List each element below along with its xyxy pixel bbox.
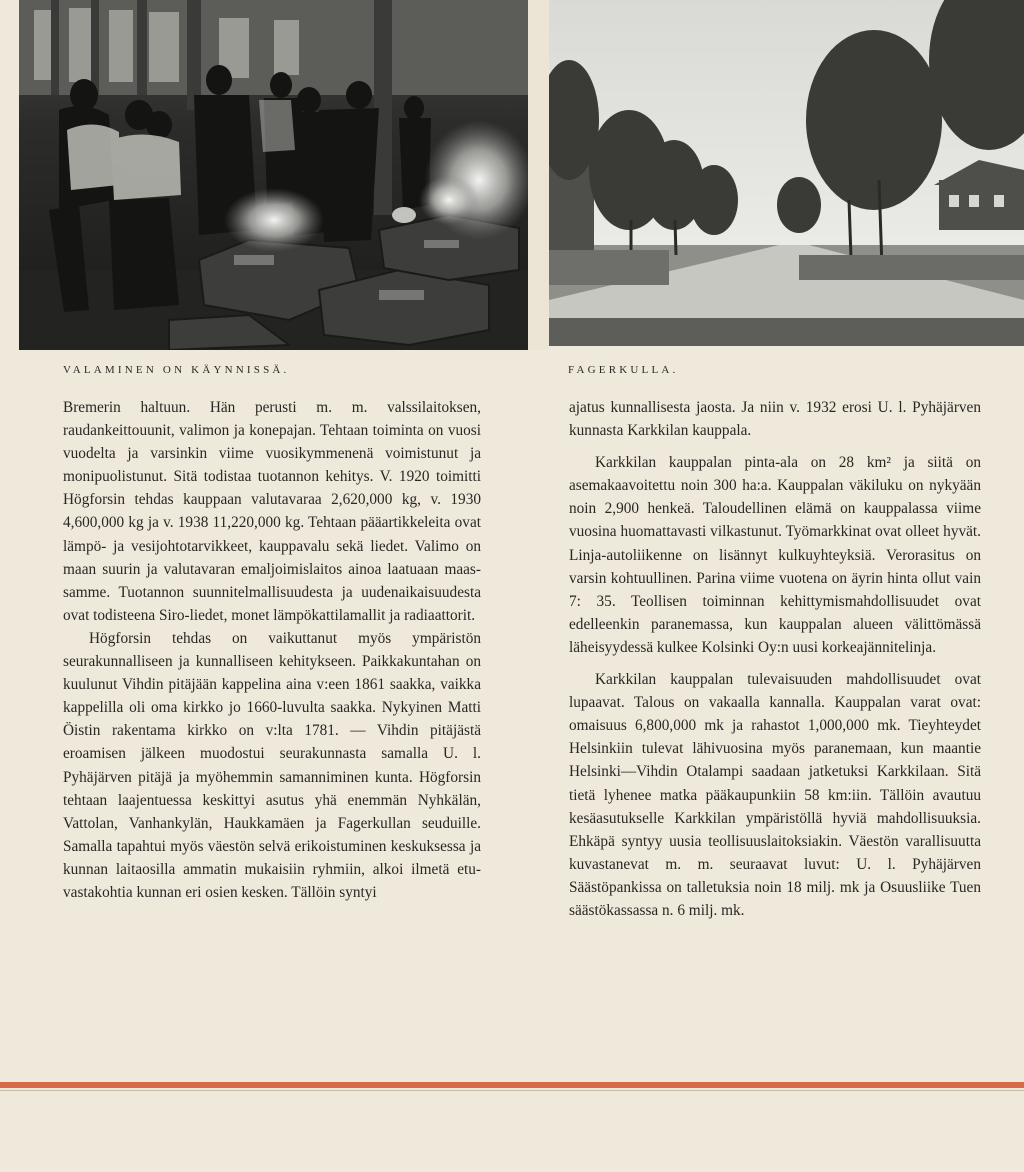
paragraph: Karkkilan kauppalan pinta-ala on 28 km² ja siitä on asemakaavoitettu noin 300 ha:a. Kauppalan väkiluku on nykyään noin 2,900 henkeä. Taloudellinen elämä on kauppalassa viime vuosina huomattavasti vilkastunut. Työmarkkinat ovat olleet hyvät. Linja-autoliikenne on lisännyt kulkuyhteyksiä. Verorasitus on varsin kohtuullinen. Parina viime vuotena on äyrin hinta ollut vain 7: 35. Teollisen toiminnan kehittymismahdollisuudet ovat edelleenkin paranemassa, kun kauppalan alueen välittömässä läheisyydessä kulkee Kolsinki Oy:n uusi korkeajännitelinja.: [569, 454, 981, 656]
paragraph: Karkkilan kauppalan tulevaisuuden mahdollisuudet ovat lupaavat. Talous on vakaalla kannalla. Kauppalan varat ovat: omaisuus 6,800,000 mk ja rahastot 1,000,000 mk. Tieyhteydet Helsinkiin tulevat lähivuosina myös paranemaan, kun maantie Helsinki—Vihdin Otalampi saadaan jatketuksi Karkkilaan. Sitä tietä lyhenee matka pääkaupunkiin 58 km:iin. Tällöin avautuu kesäasutukselle Karkkilan ympäristöllä hyviä mahdollisuuksia. Ehkäpä syntyy uusia teollisuuslaitoksiakin. Väestön varallisuutta kuvastanevat m. m. seuraavat luvut: U. l. Pyhäjärven Säästöpankissa on talletuksia noin 18 milj. mk ja Osuusliike Tuen säästökassassa n. 6 milj. mk.: [569, 671, 981, 919]
photo-gutter: [528, 0, 549, 350]
text-column-left: [63, 396, 481, 904]
photo-caption-left: VALAMINEN ON KÄYNNISSÄ.: [63, 364, 290, 376]
foundry-photo-image: [19, 0, 528, 350]
fagerkulla-photo-image: [549, 0, 1024, 346]
page-rule: [0, 1082, 1024, 1088]
text-column-right: [569, 396, 981, 922]
fagerkulla-photo: [549, 0, 1024, 346]
paragraph: Bremerin haltuun. Hän perusti m. m. valssilaitoksen, raudankeittouunit, valimon ja konepajan. Tehtaan toiminta on vuosi vuodelta ja varsinkin viime vuosikymmenenä voimistunut ja monipuolistunut. Sitä todistaa tuotannon kehitys. V. 1920 toimitti Högforsin tehdas kauppaan valutavaraa 2,620,000 kg, v. 1930 4,600,000 kg ja v. 1938 11,220,000 kg. Tehtaan pääartikkeleita ovat lämpö- ja vesijohtotarvikkeet, kauppavalu sekä liedet. Valimo on maan suurin ja valutavaran emaljoimislaitos ainoa laatuaan maassamme. Tuotannon suunnitelmallisuudesta ja uudenaikaisuudesta ovat todisteena Siro-liedet, monet lämpökattilamallit ja radiaattorit.: [63, 399, 481, 624]
page-rule-thin: [0, 1090, 1024, 1091]
paragraph: ajatus kunnallisesta jaosta. Ja niin v. 1932 erosi U. l. Pyhäjärven kunnasta Karkkilan kauppala.: [569, 399, 981, 440]
photo-caption-right: FAGERKULLA.: [568, 364, 679, 376]
paragraph: Högforsin tehdas on vaikuttanut myös ympäristön seurakunnalliseen ja kunnalliseen kehitykseen. Paikkakuntahan on kuulunut Vihdin pitäjään kappelina aina v:een 1861 saakka, vaikka kappelilla oli oma kirkko jo 1660-luvulta saakka. Nykyinen Matti Öistin rakentama kirkko on v:lta 1781. — Vihdin pitäjästä eroamisen jälkeen muodostui seurakunnasta samalla U. l. Pyhäjärven pitäjä ja myöhemmin samanniminen kunta. Högforsin tehtaan laajentuessa keskittyi asutus yhä enemmän Nyhkälän, Vattolan, Vanhankylän, Haukkamäen ja Fagerkullan seuduille. Samalla tapahtui myös väestön selvä erikoistuminen keskuksessa ja kunnan laitaosilla ammatin mukaisiin ryhmiin, alkoi ilmetä etuvastakohtia kunnan eri osien kesken. Tällöin syntyi: [63, 629, 481, 901]
foundry-photo: [19, 0, 528, 350]
